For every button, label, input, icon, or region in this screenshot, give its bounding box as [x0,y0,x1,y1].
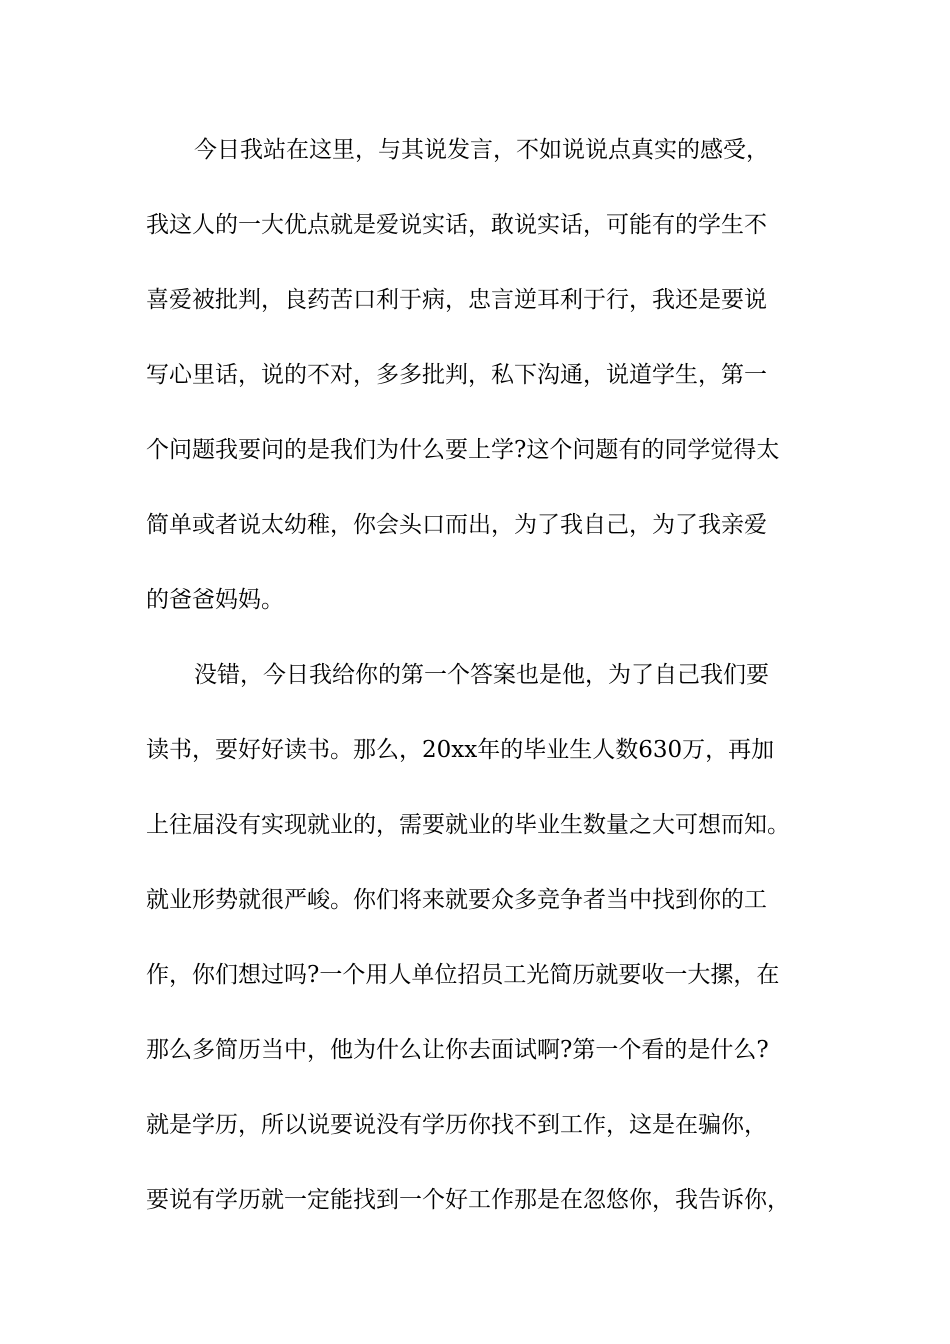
text-line: 喜爱被批判，良药苦口利于病，忠言逆耳利于行，我还是要说 [146,287,767,313]
text-line: 作，你们想过吗?一个用人单位招员工光简历就要收一大摞，在 [146,962,780,988]
text-line: 的爸爸妈妈。 [146,587,284,613]
text-line: 简单或者说太幼稚，你会头口而出，为了我自己，为了我亲爱 [146,512,767,538]
text-line: 个问题我要问的是我们为什么要上学?这个问题有的同学觉得太 [146,437,780,463]
text-line: 就是学历，所以说要说没有学历你找不到工作，这是在骗你， [146,1112,767,1138]
text-line: 没错，今日我给你的第一个答案也是他，为了自己我们要 [194,662,769,688]
text-line: 就业形势就很严峻。你们将来就要众多竞争者当中找到你的工 [146,887,767,913]
text-line: 读书，要好好读书。那么，20xx年的毕业生人数630万，再加 [146,737,775,763]
text-line: 我这人的一大优点就是爱说实话，敢说实话，可能有的学生不 [146,212,767,238]
text-line: 那么多简历当中，他为什么让你去面试啊?第一个看的是什么? [146,1037,769,1063]
text-line: 写心里话，说的不对，多多批判，私下沟通，说道学生，第一 [146,362,767,388]
text-line: 今日我站在这里，与其说发言，不如说说点真实的感受， [194,137,769,163]
text-line: 要说有学历就一定能找到一个好工作那是在忽悠你，我告诉你， [146,1187,790,1213]
text-line: 上往届没有实现就业的，需要就业的毕业生数量之大可想而知。 [146,812,790,838]
document-body [146,130,826,1255]
